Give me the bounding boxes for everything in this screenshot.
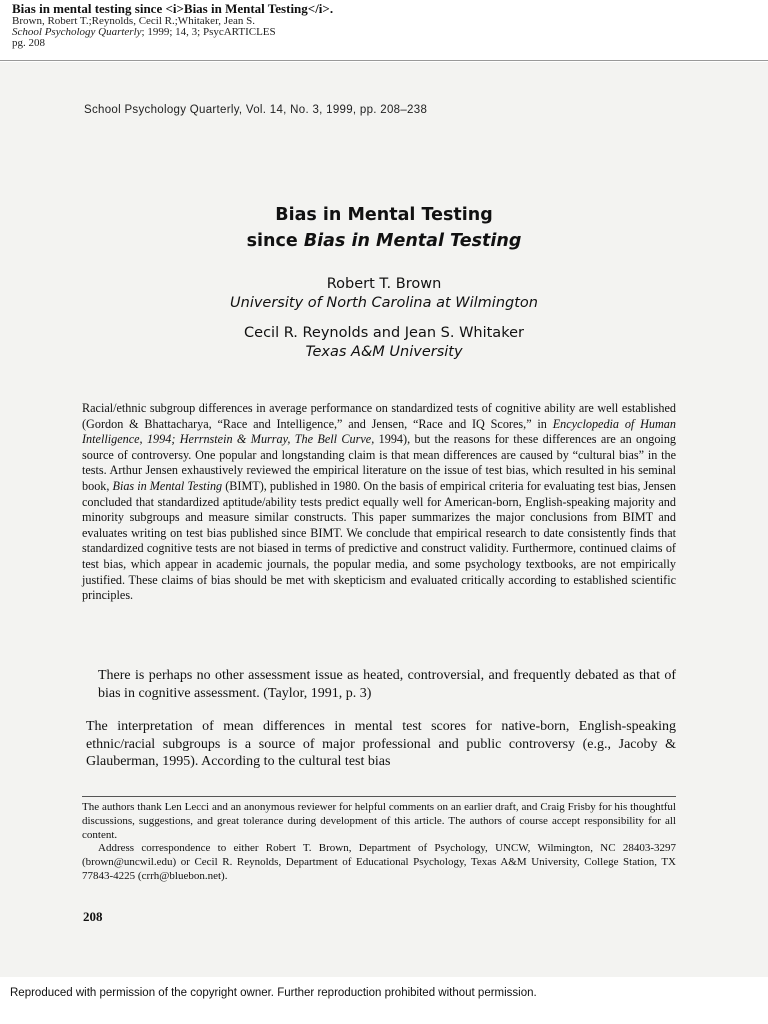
epigraph: There is perhaps no other assessment issue as heated, controversial, and frequently debated as that of bias in cognitive assessment. (Taylor, 1991, p. 3) [98, 668, 676, 701]
abstract-italic1: Encyclopedia of Human Intelligence, 1994; Herrnstein & Murray, The Bell Curve, [82, 416, 676, 447]
abstract-part3: (BIMT), published in 1980. On the basis of empirical criteria for evaluating test bias, Jensen concluded that standardized aptitude/ability tests predict equally well for American-born, English-speaking majority and minority subgroups and measure similar constructs. This paper summarizes the major conclusions from BIMT and evaluates writing on test bias published since BIMT. We conclude that empirical research to date consistently finds that standardized cognitive tests are not biased in terms of predictive and construct validity. Furthermore, continued claims of test bias, which appear in academic journals, the popular media, and some psychology textbooks, are not empirically justified. These claims of bias should be met with skepticism and evaluated critically according to established scientific principles. [82, 478, 676, 603]
footnote-correspondence: Address correspondence to either Robert T. Brown, Department of Psychology, UNCW, Wilmington, NC 28403-3297 (brown@uncwil.edu) or Cecil R. Reynolds, Department of Educational Psychology, Texas A&M University, College Station, TX 77843-4225 (crrh@bluebon.net). [82, 842, 676, 882]
paper-title-line2 [0, 231, 768, 251]
running-head: School Psychology Quarterly, Vol. 14, No. 3, 1999, pp. 208–238 [84, 104, 428, 116]
copyright-notice: Reproduced with permission of the copyright owner. Further reproduction prohibited without permission. [10, 987, 537, 999]
citation-details: ; 1999; 14, 3; PsycARTICLES [141, 26, 276, 38]
abstract [82, 401, 676, 604]
paper-title-line1: Bias in Mental Testing [275, 205, 493, 225]
body-paragraph: The interpretation of mean differences in mental test scores for native-born, English-speaking ethnic/racial subgroups is a source of major professional and public controversy (e.g., Jacoby & Glauberman, 1995). According to the cultural test bias [86, 719, 676, 769]
journal-line [12, 27, 752, 38]
page-number: 208 [83, 909, 103, 924]
affiliation-2: Texas A&M University [305, 344, 463, 360]
authors-line: Brown, Robert T.;Reynolds, Cecil R.;Whitaker, Jean S. [12, 15, 255, 27]
citation-header [12, 2, 752, 49]
abstract-italic2: Bias in Mental Testing [112, 478, 223, 493]
author-2: Cecil R. Reynolds and Jean S. Whitaker [244, 325, 524, 341]
footnote-rule [82, 796, 676, 797]
page-line: pg. 208 [12, 37, 45, 49]
author-1: Robert T. Brown [326, 276, 442, 292]
scanned-page [0, 62, 768, 977]
footnote-acknowledgement: The authors thank Len Lecci and an anonymous reviewer for helpful comments on an earlier draft, and Craig Frisby for his thoughtful discussions, suggestions, and great tolerance during development of this article. The authors of course accept responsibility for all content. [82, 801, 676, 841]
title-prefix: since [246, 231, 304, 251]
abstract-part1: Racial/ethnic subgroup differences in average performance on standardized tests of cognitive ability are well established (Gordon & Bhattacharya, “Race and Intelligence,” and Jensen, “Race and IQ Scores,” in [82, 401, 676, 431]
header-divider [0, 60, 768, 61]
journal-name: School Psychology Quarterly [12, 26, 142, 38]
abstract-part2: 1994), but the reasons for these differences are an ongoing source of controversy. One popular and longstanding claim is that mean differences are caused by “cultural bias” in the tests. Arthur Jensen exhaustively reviewed the empirical literature on the issue of test bias, which resulted in his seminal book, [82, 432, 676, 493]
article-title-header: Bias in mental testing since <i>Bias in Mental Testing</i>. [12, 1, 334, 16]
affiliation-1: University of North Carolina at Wilmington [230, 295, 538, 311]
title-italic: Bias in Mental Testing [303, 231, 522, 251]
footnotes [82, 801, 676, 884]
